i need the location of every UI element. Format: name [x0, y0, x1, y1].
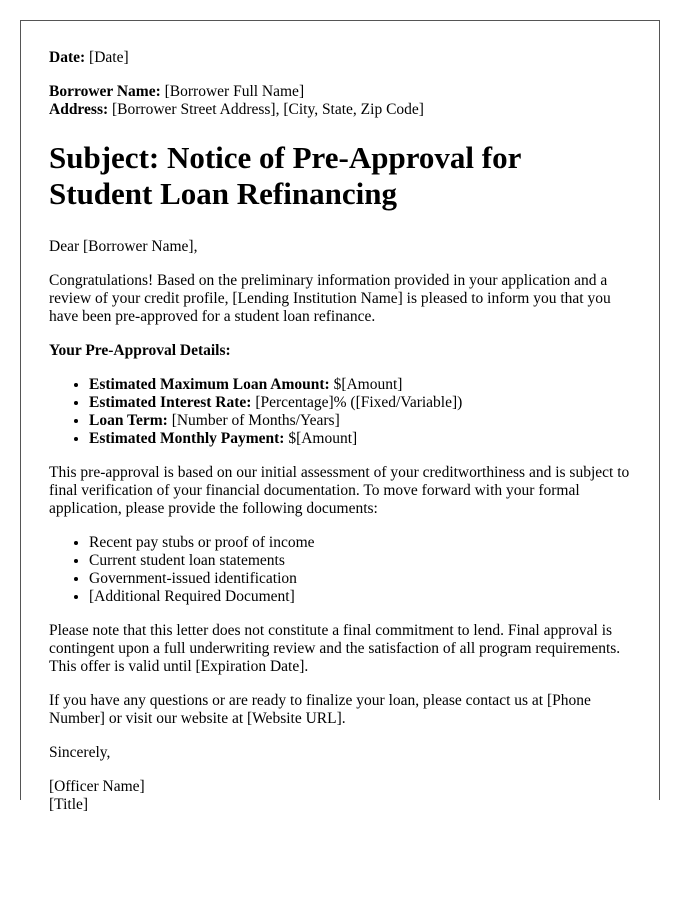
borrower-name-label: Borrower Name: [49, 83, 161, 100]
date-value: [Date] [89, 49, 129, 66]
detail-label: Loan Term: [89, 412, 168, 429]
letter-page [20, 20, 660, 813]
date-label: Date: [49, 49, 86, 66]
closing: Sincerely, [49, 744, 111, 761]
borrower-name-value: [Borrower Full Name] [164, 83, 305, 100]
detail-value: $[Amount] [288, 430, 358, 447]
subject-heading: Subject: Notice of Pre-Approval for Student Loan Refinancing [49, 140, 521, 211]
detail-label: Estimated Interest Rate: [89, 394, 252, 411]
list-item: • Recent pay stubs or proof of income [89, 534, 631, 552]
note-paragraph: Please note that this letter does not constitute a final commitment to lend. Final approval is contingent upon a full underwriting review and the satisfaction of all program requirements. This offer is valid until [Expiration Date]. [49, 622, 621, 675]
detail-value: [Percentage]% ([Fixed/Variable]) [255, 394, 463, 411]
salutation: Dear [Borrower Name], [49, 238, 198, 255]
list-item [89, 376, 631, 394]
detail-label: Estimated Monthly Payment: [89, 430, 285, 447]
letter-content [21, 21, 659, 814]
date-line [49, 49, 631, 67]
address-value: [Borrower Street Address], [City, State, Zip Code] [112, 101, 424, 118]
list-item: • Current student loan statements [89, 552, 631, 570]
detail-label: Estimated Maximum Loan Amount: [89, 376, 330, 393]
detail-value: [Number of Months/Years] [171, 412, 340, 429]
officer-title: [Title] [49, 796, 89, 813]
intro-paragraph: Congratulations! Based on the preliminary information provided in your application and a review of your credit profile, [Lending Institution Name] is pleased to inform you that you have been pre-approved for a student loan refinance. [49, 272, 611, 325]
list-item [89, 430, 631, 448]
contact-paragraph: If you have any questions or are ready to finalize your loan, please contact us at [Phone Number] or visit our website at [Website URL]. [49, 692, 591, 727]
address-label: Address: [49, 101, 109, 118]
details-list [49, 376, 631, 448]
borrower-name-line [49, 83, 631, 101]
officer-name: [Officer Name] [49, 778, 145, 795]
list-item [89, 412, 631, 430]
details-heading: Your Pre-Approval Details: [49, 342, 231, 359]
detail-value: $[Amount] [333, 376, 403, 393]
documents-list [49, 534, 631, 606]
list-item [89, 394, 631, 412]
list-item: • Government-issued identification [89, 570, 631, 588]
list-item: • [Additional Required Document] [89, 588, 631, 606]
basis-paragraph: This pre-approval is based on our initial assessment of your creditworthiness and is subject to final verification of your financial documentation. To move forward with your formal application, please provide the following documents: [49, 464, 630, 517]
address-line [49, 101, 631, 119]
